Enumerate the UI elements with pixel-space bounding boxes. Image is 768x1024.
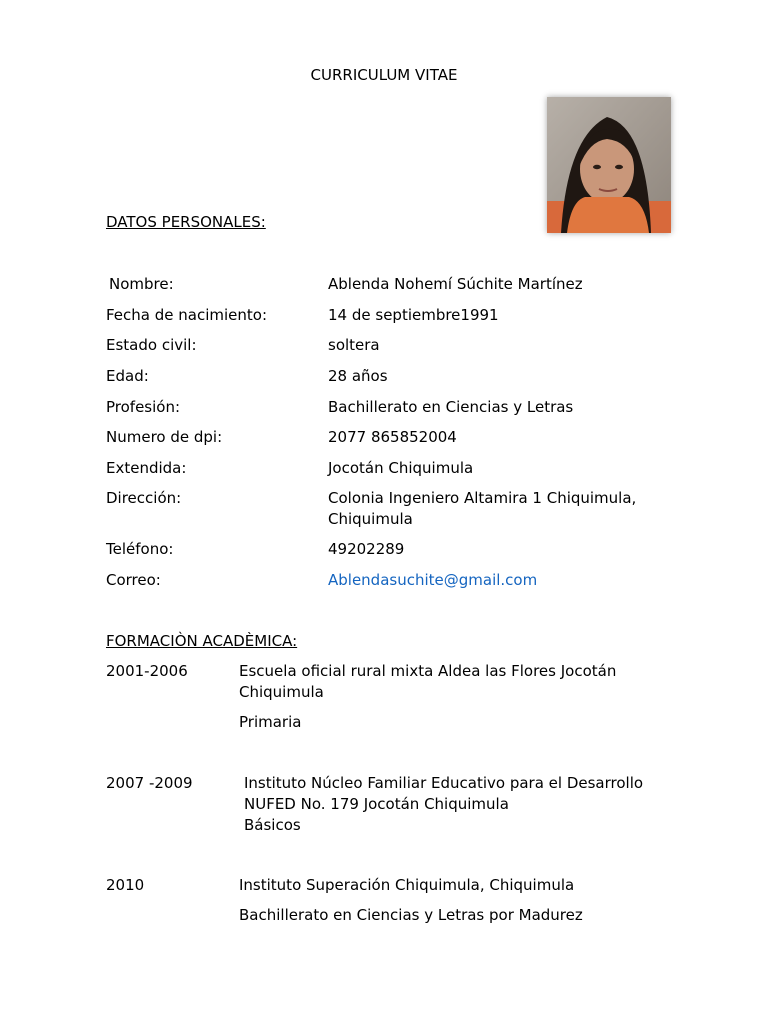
value-profession: Bachillerato en Ciencias y Letras [328,398,574,416]
personal-data-heading: DATOS PERSONALES: [106,213,266,231]
label-phone: Teléfono: [106,540,174,558]
label-issued: Extendida: [106,459,187,477]
email-link[interactable]: Ablendasuchite@gmail.com [328,571,538,589]
education-school-2-line1: Instituto Núcleo Familiar Educativo para el Desarrollo [244,774,644,792]
education-years-2: 2007 -2009 [106,774,193,792]
value-address-line2: Chiquimula [328,510,413,528]
value-dpi: 2077 865852004 [328,428,457,446]
education-school-2-line2: NUFED No. 179 Jocotán Chiquimula [244,795,509,813]
value-age: 28 años [328,367,388,385]
label-profession: Profesión: [106,398,181,416]
education-heading: FORMACIÒN ACADÈMICA: [106,632,298,650]
label-address: Dirección: [106,489,182,507]
value-name: Ablenda Nohemí Súchite Martínez [328,275,583,293]
education-level-3: Bachillerato en Ciencias y Letras por Madurez [239,906,583,924]
education-years-3: 2010 [106,876,145,894]
label-name: Nombre: [109,275,174,293]
profile-photo [547,97,671,233]
education-school-3: Instituto Superación Chiquimula, Chiquimula [239,876,575,894]
label-marital-status: Estado civil: [106,336,197,354]
label-dpi: Numero de dpi: [106,428,223,446]
education-school-1-line1: Escuela oficial rural mixta Aldea las Flores Jocotán [239,662,617,680]
education-school-1-line2: Chiquimula [239,683,324,701]
education-years-1: 2001-2006 [106,662,188,680]
label-email: Correo: [106,571,161,589]
document-title: CURRICULUM VITAE [310,66,458,84]
label-age: Edad: [106,367,149,385]
profile-photo-illustration [547,97,671,233]
value-issued: Jocotán Chiquimula [328,459,474,477]
value-phone: 49202289 [328,540,405,558]
education-level-1: Primaria [239,713,302,731]
label-birthdate: Fecha de nacimiento: [106,306,268,324]
value-marital-status: soltera [328,336,380,354]
value-birthdate: 14 de septiembre1991 [328,306,499,324]
value-address-line1: Colonia Ingeniero Altamira 1 Chiquimula, [328,489,637,507]
education-level-2: Básicos [244,816,301,834]
